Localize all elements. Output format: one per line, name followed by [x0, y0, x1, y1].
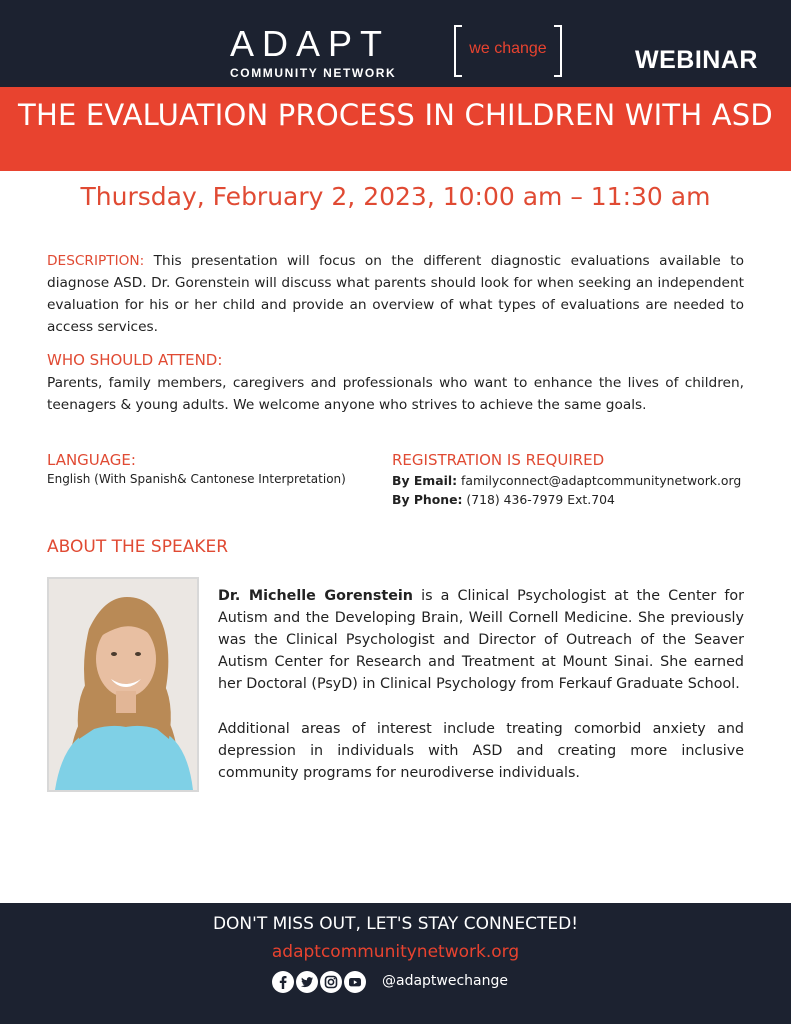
registration-email [392, 473, 741, 488]
social-icons [272, 970, 366, 994]
speaker-interests: Additional areas of interest include treating comorbid anxiety and depression in individuals with ASD and creating more inclusive community programs for neurodiverse individuals. [218, 721, 744, 781]
description-text: This presentation will focus on the different diagnostic evaluations available to diagnose ASD. Dr. Gorenstein will discuss what parents should look for when seeking an independent evaluation for his or her child and provide an overview of what types of evaluations are needed to access services. [47, 253, 744, 335]
social-handle[interactable]: @adaptwechange [382, 973, 509, 989]
registration-label: REGISTRATION IS REQUIRED [392, 451, 605, 469]
attend-text: Parents, family members, caregivers and professionals who want to enhance the lives of children, teenagers & young adults. We welcome anyone who strives to achieve the same goals. [47, 375, 744, 413]
description-label: DESCRIPTION: [47, 253, 145, 269]
attend-label: WHO SHOULD ATTEND: [47, 351, 223, 369]
page-title: THE EVALUATION PROCESS IN CHILDREN WITH ASD [18, 98, 773, 132]
phone-label: By Phone: [392, 492, 463, 507]
right-bracket-icon [554, 25, 562, 77]
description-section [47, 250, 744, 338]
instagram-icon[interactable] [320, 971, 342, 993]
logo-subtitle: COMMUNITY NETWORK [230, 66, 397, 80]
registration-phone [392, 492, 615, 507]
event-datetime: Thursday, February 2, 2023, 10:00 am – 11:30 am [80, 182, 711, 211]
speaker-label: ABOUT THE SPEAKER [47, 537, 229, 557]
left-bracket-icon [454, 25, 462, 77]
event-type-label: WEBINAR [635, 46, 758, 74]
speaker-name: Dr. Michelle Gorenstein [218, 588, 413, 604]
speaker-bio [218, 585, 744, 695]
tagline: we change [469, 40, 547, 57]
speaker-portrait-icon [49, 579, 197, 790]
phone-number[interactable]: (718) 436-7979 Ext.704 [466, 492, 615, 507]
language-value: English (With Spanish& Cantonese Interpretation) [47, 472, 346, 486]
email-link[interactable]: familyconnect@adaptcommunitynetwork.org [460, 473, 742, 488]
speaker-bio-text: is a Clinical Psychologist at the Center for Autism and the Developing Brain, Weill Cornell Medicine. She previously was the Clinical Psychologist and Director of Outreach of the Seaver Autism Center for Research and Treatment at Mount Sinai. She earned her Doctoral (PsyD) in Clinical Psychology from Ferkauf Graduate School. [218, 588, 745, 692]
twitter-icon[interactable] [296, 971, 318, 993]
facebook-icon[interactable] [272, 971, 294, 993]
tagline-bracket [454, 25, 562, 77]
youtube-icon[interactable] [344, 971, 366, 993]
logo-name: ADAPT [230, 23, 391, 64]
email-label: By Email: [392, 473, 458, 488]
language-label: LANGUAGE: [47, 451, 136, 469]
website-link[interactable]: adaptcommunitynetwork.org [271, 942, 520, 962]
footer-cta: DON'T MISS OUT, LET'S STAY CONNECTED! [212, 914, 579, 934]
speaker-photo [47, 577, 199, 792]
